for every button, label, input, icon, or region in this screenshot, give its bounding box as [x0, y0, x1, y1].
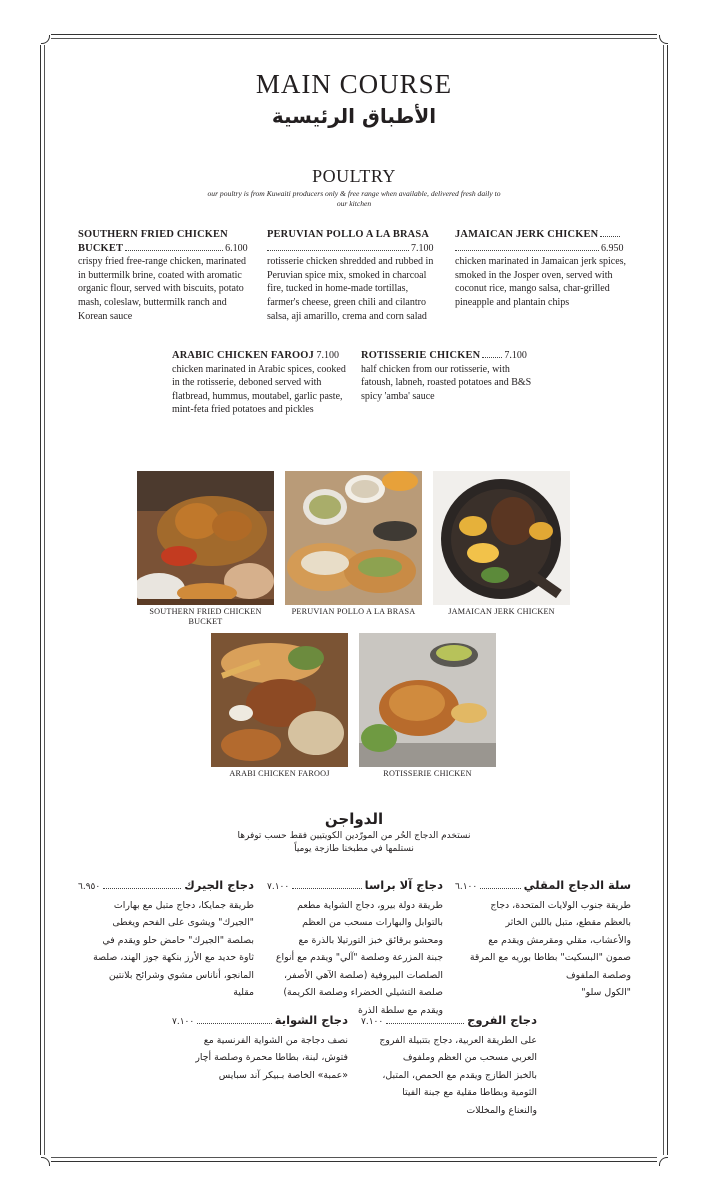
menu-item-rotisserie-chicken: [361, 349, 537, 403]
leader-dots: [197, 1023, 272, 1024]
fried-chicken-bucket-photo: [137, 471, 274, 605]
corner-ornament: [657, 1155, 671, 1169]
item-price: 7.100: [316, 350, 339, 361]
item-description-line: العربي مسحب من العظم وملفوف: [402, 1052, 537, 1063]
rotisserie-chicken-photo: [359, 633, 496, 767]
item-description: chicken marinated in Jamaican jerk spices, smoked in the Josper oven, served with coconut rice, mango salsa, char-grilled pineapple and plantain chips: [455, 256, 627, 308]
menu-item-peruvian-pollo: [267, 228, 441, 323]
leader-dots: [480, 888, 520, 889]
item-description: crispy fried free-range chicken, marinated in buttermilk brine, coated with aromatic organic flour, served with biscuits, potato mash, coleslaw, buttermilk ranch and Korean sauce: [78, 256, 246, 322]
item-name: دجاج الشواية: [274, 1013, 348, 1027]
menu-item-arabic-rotisserie: [172, 1012, 348, 1084]
photo-caption: ROTISSERIE CHICKEN: [383, 769, 472, 778]
corner-ornament: [37, 1155, 51, 1169]
item-name: ARABIC CHICKEN FAROOJ: [172, 350, 314, 361]
page-title: MAIN COURSE: [255, 69, 453, 99]
item-price: 6.950: [601, 242, 624, 254]
leader-dots: [600, 229, 620, 237]
leader-dots: [482, 350, 502, 358]
item-name: JAMAICAN JERK CHICKEN: [455, 229, 599, 240]
item-description-line: طريقة جنوب الولايات المتحدة، دجاج: [490, 899, 631, 911]
item-description-line: صلصة التشيلي الخضراء وصلصة الكريمة): [283, 987, 443, 998]
item-description-line: ومحشو برقائق خبز التورتيلا بالذرة مع: [298, 934, 443, 946]
leader-dots: [267, 243, 409, 251]
photo-caption: SOUTHERN FRIED CHICKEN BUCKET: [149, 607, 262, 626]
item-price: 7.100: [411, 242, 434, 254]
photo-caption: PERUVIAN POLLO A LA BRASA: [291, 607, 416, 616]
leader-dots: [292, 888, 361, 889]
page-title-arabic: الأطباق الرئيسية: [271, 104, 437, 128]
item-name: دجاج الفروج: [467, 1013, 537, 1027]
leader-dots: [125, 243, 223, 251]
menu-item-arabic-farooj: [361, 1012, 537, 1119]
item-description: chicken marinated in Arabic spices, cooked in the rotisserie, deboned served with flatbread, hummus, moutabel, garlic paste, mint-feta fried potatoes and pickles: [172, 363, 346, 416]
section-note: our poultry is from Kuwaiti producers only & free range when available, delivered fresh daily to our kitchen: [207, 189, 501, 208]
section-title: POULTRY: [312, 166, 396, 186]
item-description-line: طريقة دولة بيرو، دجاج الشواية مطعم: [297, 899, 443, 911]
tacos-photo: [285, 471, 422, 605]
item-description-line: جبنة المزرعة وصلصة "آلي" ويقدم مع أنواع: [275, 952, 443, 963]
jerk-chicken-skillet-photo: [433, 471, 570, 605]
item-price: ٦.٩٥٠: [78, 882, 101, 892]
section-note-arabic: نستخدم الدجاج الحُر من المورّدين الكويتيين فقط حسب توفرها نستلمها في مطبخنا طازجة يومياً: [237, 831, 471, 854]
item-description: half chicken from our rotisserie, with fatoush, labneh, roasted potatoes and B&S spicy 'amba' sauce: [361, 363, 532, 402]
item-description-line: ثاوة حديد مع الأرز بنكهة جوز الهند، صلصة: [93, 952, 254, 963]
photo-caption: ARABI CHICKEN FAROOJ: [229, 769, 330, 778]
menu-item-arabic-farooj: [172, 349, 348, 417]
item-description-line: بالتوابل والبهارات مسحب من العظم: [302, 917, 443, 928]
leader-dots: [386, 1023, 464, 1024]
item-description-line: الثومية وبطاطا مقلية مع جبنة الفيتا: [402, 1087, 537, 1098]
menu-item-arabic-jerk: [78, 877, 254, 1002]
menu-item-arabic-fried-chicken: [455, 877, 631, 1002]
item-price: ٧.١٠٠: [267, 882, 290, 892]
item-description-line: "الجيرك" ويشوى على الفحم ويغطى: [112, 917, 254, 928]
item-description-line: وصلصة الملفوف: [565, 969, 631, 981]
item-description-line: "الكول سلو": [581, 987, 631, 998]
item-name: SOUTHERN FRIED CHICKEN: [78, 229, 228, 240]
item-description-line: والأعشاب، مقلي ومقرمش ويقدم مع: [488, 934, 631, 946]
item-description-line: بالعظم مقطع، متبل باللبن الخاثر: [505, 917, 631, 928]
item-description: rotisserie chicken shredded and rubbed in Peruvian spice mix, smoked in charcoal fire, tucked in home-made tortillas, farmer's cheese, green chili and cilantro salsa, aji amarillo, crema and corn salad: [267, 256, 434, 322]
item-price: ٧.١٠٠: [172, 1017, 195, 1027]
item-description-line: ويقدم مع سلطة الذرة: [357, 1004, 443, 1016]
item-price: ٦.١٠٠: [455, 882, 478, 892]
farooj-platter-photo: [211, 633, 348, 767]
item-name: ROTISSERIE CHICKEN: [361, 350, 481, 361]
item-description-line: فتوش، لبنة، بطاطا محمرة وصلصة أچار: [195, 1052, 348, 1063]
item-name: PERUVIAN POLLO A LA BRASA: [267, 229, 430, 240]
item-price: 6.100: [225, 242, 248, 254]
menu-item-arabic-pollo-brasa: [267, 877, 443, 1019]
menu-item-jamaican-jerk: [455, 228, 631, 310]
item-price: ٧.١٠٠: [361, 1017, 384, 1027]
photo-caption: JAMAICAN JERK CHICKEN: [448, 607, 555, 616]
leader-dots: [455, 243, 599, 251]
item-description-line: مقلية: [233, 987, 254, 998]
item-price: 7.100: [504, 350, 527, 361]
item-name: سلة الدجاج المقلي: [523, 878, 631, 892]
item-description-line: بصلصة "الجيرك" حامض حلو ويقدم في: [102, 934, 254, 946]
corner-ornament: [37, 31, 51, 45]
item-description-line: والنعناع والمخللات: [466, 1104, 537, 1116]
section-title-arabic: الدواجن: [324, 810, 384, 828]
item-description-line: طريقة جمايكا، دجاج متبل مع بهارات: [113, 899, 254, 911]
menu-item-southern-fried-chicken: [78, 228, 254, 323]
corner-ornament: [657, 31, 671, 45]
item-description-line: صمون "البسكيت" بطاطا بوريه مع المرقة: [469, 952, 631, 963]
item-description-line: «عمبة» الخاصة بـبيكر آند سبايس: [218, 1069, 348, 1081]
item-name: دجاج الجيرك: [184, 878, 254, 892]
item-description-line: المانجو، أناناس مشوي وشرائح بلانتين: [108, 969, 254, 981]
item-description-line: على الطريقة العربية، دجاج بتتبيلة الفروج: [379, 1034, 537, 1046]
leader-dots: [103, 888, 181, 889]
item-name: BUCKET: [78, 242, 124, 254]
item-name: دجاج آلا براسا: [364, 878, 443, 892]
item-description-line: بالخبز الطازج ويقدم مع الحمص، المتبل،: [382, 1069, 537, 1081]
item-description-line: الصلصات البيروفية (صلصة الآهي الأصفر،: [283, 969, 443, 981]
item-description-line: نصف دجاجة من الشواية الفرنسية مع: [203, 1034, 348, 1046]
